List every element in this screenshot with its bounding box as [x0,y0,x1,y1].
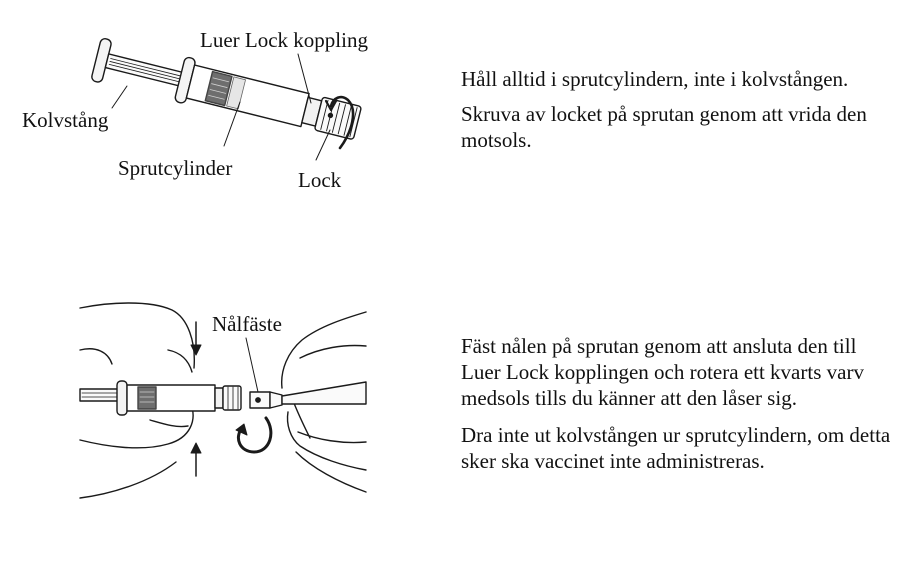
cap-label: Lock [298,168,342,192]
instruction-hold-barrel: Håll alltid i sprutcylindern, inte i kolvstången. [461,67,849,91]
barrel-label: Sprutcylinder [118,156,233,180]
luer-lock-label: Luer Lock koppling [200,28,368,52]
instruction-do-not-pull-plunger: Dra inte ut kolvstången ur sprutcylindern, om detta sker ska vaccinet inte administreras. [461,423,891,473]
plunger-rod-label: Kolvstång [22,108,109,132]
syringe-with-cap-illustration [91,36,363,160]
needle-hub-label: Nålfäste [212,312,282,336]
instruction-attach-needle: Fäst nålen på sprutan genom att ansluta den till Luer Lock kopplingen och rotera ett kvarts varv medsols tills du känner att den låser sig. [461,334,864,410]
instruction-remove-cap: Skruva av locket på sprutan genom att vrida den motsols. [461,102,867,152]
